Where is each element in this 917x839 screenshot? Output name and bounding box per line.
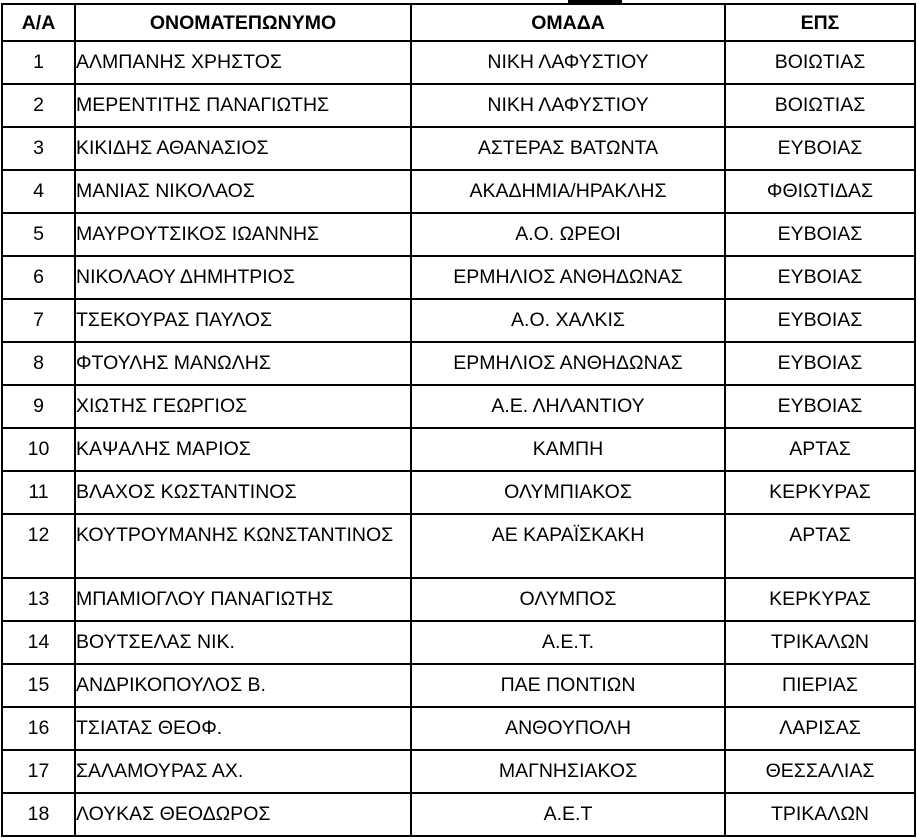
cell-team: Α.Ε.Τ — [411, 793, 725, 836]
cell-team: ΑΝΘΟΥΠΟΛΗ — [411, 707, 725, 750]
column-header-team: ΟΜΑΔΑ — [411, 4, 725, 41]
cell-eps: ΒΟΙΩΤΙΑΣ — [725, 41, 915, 84]
table-row — [2, 256, 915, 299]
cell-aa: 16 — [2, 707, 75, 750]
cell-aa: 8 — [2, 342, 75, 385]
cell-eps: ΑΡΤΑΣ — [725, 428, 915, 471]
cell-eps: ΚΕΡΚΥΡΑΣ — [725, 471, 915, 514]
cell-name: ΜΠΑΜΙΟΓΛΟΥ ΠΑΝΑΓΙΩΤΗΣ — [75, 578, 411, 621]
cell-team: Α.Ο. ΩΡΕΟΙ — [411, 213, 725, 256]
cell-team: ΕΡΜΗΛΙΟΣ ΑΝΘΗΔΩΝΑΣ — [411, 256, 725, 299]
cell-team: ΜΑΓΝΗΣΙΑΚΟΣ — [411, 750, 725, 793]
cell-eps: ΚΕΡΚΥΡΑΣ — [725, 578, 915, 621]
cell-eps: ΕΥΒΟΙΑΣ — [725, 127, 915, 170]
cell-name: ΑΝΔΡΙΚΟΠΟΥΛΟΣ Β. — [75, 664, 411, 707]
player-roster-table — [1, 3, 916, 837]
cell-name: ΜΑΥΡΟΥΤΣΙΚΟΣ ΙΩΑΝΝΗΣ — [75, 213, 411, 256]
table-body — [2, 41, 915, 836]
cell-team: Α.Ε.Τ. — [411, 621, 725, 664]
cell-name: ΚΙΚΙΔΗΣ ΑΘΑΝΑΣΙΟΣ — [75, 127, 411, 170]
cell-aa: 7 — [2, 299, 75, 342]
cell-name: ΤΣΕΚΟΥΡΑΣ ΠΑΥΛΟΣ — [75, 299, 411, 342]
cell-name: ΝΙΚΟΛΑΟΥ ΔΗΜΗΤΡΙΟΣ — [75, 256, 411, 299]
column-header-aa: Α/Α — [2, 4, 75, 41]
cell-team: ΑΣΤΕΡΑΣ ΒΑΤΩΝΤΑ — [411, 127, 725, 170]
cell-name: ΚΑΨΑΛΗΣ ΜΑΡΙΟΣ — [75, 428, 411, 471]
cell-aa: 1 — [2, 41, 75, 84]
cell-name: ΜΕΡΕΝΤΙΤΗΣ ΠΑΝΑΓΙΩΤΗΣ — [75, 84, 411, 127]
cell-eps: ΛΑΡΙΣΑΣ — [725, 707, 915, 750]
cell-aa: 9 — [2, 385, 75, 428]
cell-eps: ΕΥΒΟΙΑΣ — [725, 385, 915, 428]
cell-team: ΑΚΑΔΗΜΙΑ/ΗΡΑΚΛΗΣ — [411, 170, 725, 213]
cell-eps: ΕΥΒΟΙΑΣ — [725, 299, 915, 342]
table-row — [2, 471, 915, 514]
cell-eps: ΤΡΙΚΑΛΩΝ — [725, 621, 915, 664]
cell-eps: ΤΡΙΚΑΛΩΝ — [725, 793, 915, 836]
cell-team: ΝΙΚΗ ΛΑΦΥΣΤΙΟΥ — [411, 84, 725, 127]
cell-eps: ΦΘΙΩΤΙΔΑΣ — [725, 170, 915, 213]
table-row — [2, 621, 915, 664]
cell-aa: 12 — [2, 514, 75, 578]
cell-aa: 5 — [2, 213, 75, 256]
table-row — [2, 342, 915, 385]
table-row — [2, 664, 915, 707]
cell-team: ΚΑΜΠΗ — [411, 428, 725, 471]
cell-eps: ΕΥΒΟΙΑΣ — [725, 213, 915, 256]
cell-name: ΜΑΝΙΑΣ ΝΙΚΟΛΑΟΣ — [75, 170, 411, 213]
cell-name: ΧΙΩΤΗΣ ΓΕΩΡΓΙΟΣ — [75, 385, 411, 428]
table-row — [2, 213, 915, 256]
cell-aa: 14 — [2, 621, 75, 664]
cell-aa: 3 — [2, 127, 75, 170]
cell-team: ΝΙΚΗ ΛΑΦΥΣΤΙΟΥ — [411, 41, 725, 84]
cell-aa: 17 — [2, 750, 75, 793]
cell-name: ΒΟΥΤΣΕΛΑΣ ΝΙΚ. — [75, 621, 411, 664]
table-row — [2, 127, 915, 170]
cell-eps: ΒΟΙΩΤΙΑΣ — [725, 84, 915, 127]
column-header-eps: ΕΠΣ — [725, 4, 915, 41]
table-row — [2, 707, 915, 750]
cell-name: ΒΛΑΧΟΣ ΚΩΣΤΑΝΤΙΝΟΣ — [75, 471, 411, 514]
cell-team: ΕΡΜΗΛΙΟΣ ΑΝΘΗΔΩΝΑΣ — [411, 342, 725, 385]
cell-aa: 11 — [2, 471, 75, 514]
cell-aa: 6 — [2, 256, 75, 299]
cell-aa: 13 — [2, 578, 75, 621]
header-row — [2, 4, 915, 41]
cell-team: ΠΑΕ ΠΟΝΤΙΩΝ — [411, 664, 725, 707]
cell-team: Α.Ε. ΛΗΛΑΝΤΙΟΥ — [411, 385, 725, 428]
cell-aa: 15 — [2, 664, 75, 707]
cell-eps: ΘΕΣΣΑΛΙΑΣ — [725, 750, 915, 793]
cell-name: ΚΟΥΤΡΟΥΜΑΝΗΣ ΚΩΝΣΤΑΝΤΙΝΟΣ — [75, 514, 411, 578]
table-row — [2, 84, 915, 127]
cell-name: ΤΣΙΑΤΑΣ ΘΕΟΦ. — [75, 707, 411, 750]
cell-name: ΑΛΜΠΑΝΗΣ ΧΡΗΣΤΟΣ — [75, 41, 411, 84]
cell-name: ΛΟΥΚΑΣ ΘΕΟΔΩΡΟΣ — [75, 793, 411, 836]
cell-name: ΦΤΟΥΛΗΣ ΜΑΝΩΛΗΣ — [75, 342, 411, 385]
cell-name: ΣΑΛΑΜΟΥΡΑΣ ΑΧ. — [75, 750, 411, 793]
table-row — [2, 170, 915, 213]
table-row — [2, 514, 915, 578]
column-header-name: ΟΝΟΜΑΤΕΠΩΝΥΜΟ — [75, 4, 411, 41]
table-row — [2, 793, 915, 836]
cell-eps: ΕΥΒΟΙΑΣ — [725, 342, 915, 385]
table-row — [2, 299, 915, 342]
cell-aa: 18 — [2, 793, 75, 836]
table-row — [2, 385, 915, 428]
cell-eps: ΠΙΕΡΙΑΣ — [725, 664, 915, 707]
cell-aa: 2 — [2, 84, 75, 127]
cell-eps: ΑΡΤΑΣ — [725, 514, 915, 578]
cell-team: ΟΛΥΜΠΟΣ — [411, 578, 725, 621]
table-row — [2, 750, 915, 793]
cell-aa: 4 — [2, 170, 75, 213]
table-row — [2, 41, 915, 84]
cell-eps: ΕΥΒΟΙΑΣ — [725, 256, 915, 299]
cell-team: Α.Ο. ΧΑΛΚΙΣ — [411, 299, 725, 342]
cell-team: ΑΕ ΚΑΡΑΪΣΚΑΚΗ — [411, 514, 725, 578]
table-row — [2, 578, 915, 621]
cell-aa: 10 — [2, 428, 75, 471]
cell-team: ΟΛΥΜΠΙΑΚΟΣ — [411, 471, 725, 514]
table-row — [2, 428, 915, 471]
